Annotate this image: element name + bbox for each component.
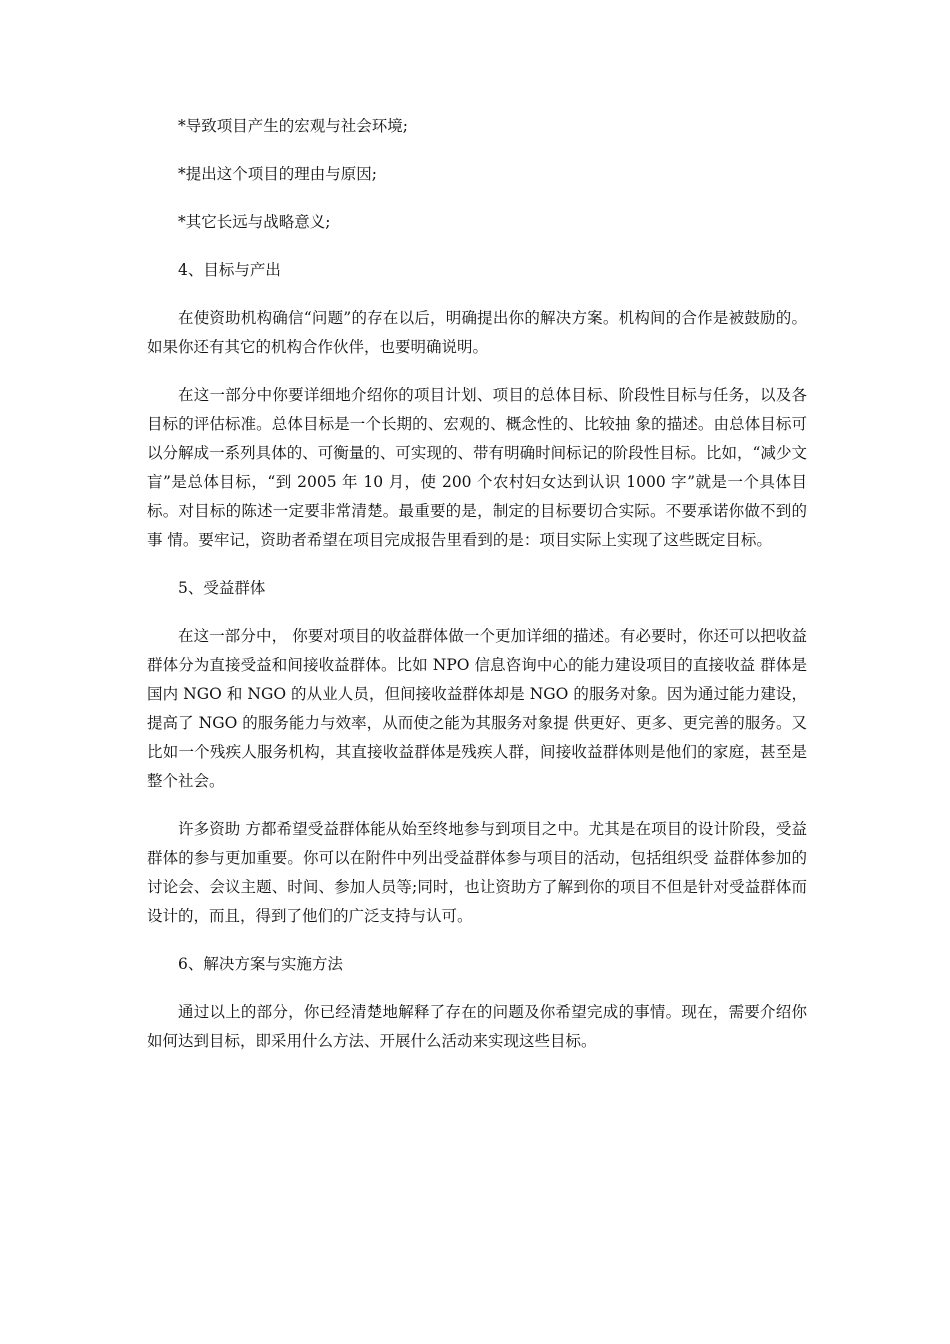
paragraph: 许多资助 方都希望受益群体能从始至终地参与到项目之中。尤其是在项目的设计阶段，受益群体的参与更加重要。你可以在附件中列出受益群体参与项目的活动，包括组织受 益群体参加的讨论会、会议主题、时间、参加人员等;同时，也让资助方了解到你的项目不但是针对受益群体而设计的，而且，得到了他们的广泛支持与认可。: [147, 820, 807, 925]
paragraph: 通过以上的部分，你已经清楚地解释了存在的问题及你希望完成的事情。现在，需要介绍你如何达到目标，即采用什么方法、开展什么活动来实现这些目标。: [147, 1003, 807, 1050]
section-heading: 5、受益群体: [178, 579, 266, 597]
paragraph: 在这一部分中你要详细地介绍你的项目计划、项目的总体目标、阶段性目标与任务，以及各目标的评估标准。总体目标是一个长期的、宏观的、概念性的、比较抽 象的描述。由总体目标可以分解成一系列具体的、可衡量的、可实现的、带有明确时间标记的阶段性目标。比如，“减少文盲”是总体目标，“到 2005 年 10 月，使 200 个农村妇女达到认识 1000 字”就是一个具体目标。对目标的陈述一定要非常清楚。最重要的是，制定的目标要切合实际。不要承诺你做不到的事 情。要牢记，资助者希望在项目完成报告里看到的是：项目实际上实现了这些既定目标。: [147, 386, 807, 549]
section-heading: 6、解决方案与实施方法: [178, 955, 343, 973]
paragraph: 在这一部分中， 你要对项目的收益群体做一个更加详细的描述。有必要时，你还可以把收益群体分为直接受益和间接收益群体。比如 NPO 信息咨询中心的能力建设项目的直接收益 群体是国内 NGO 和 NGO 的从业人员，但间接收益群体却是 NGO 的服务对象。因为通过能力建设，提高了 NGO 的服务能力与效率，从而使之能为其服务对象提 供更好、更多、更完善的服务。又比如一个残疾人服务机构，其直接收益群体是残疾人群，间接收益群体则是他们的家庭，甚至是整个社会。: [147, 627, 807, 790]
bullet-item: *其它长远与战略意义;: [178, 213, 331, 231]
section-heading: 4、目标与产出: [178, 261, 281, 279]
document-page: [147, 112, 807, 1075]
paragraph: 在使资助机构确信“问题”的存在以后，明确提出你的解决方案。机构间的合作是被鼓励的。如果你还有其它的机构合作伙伴，也要明确说明。: [147, 309, 807, 356]
bullet-item: *导致项目产生的宏观与社会环境;: [178, 117, 408, 135]
bullet-item: *提出这个项目的理由与原因;: [178, 165, 377, 183]
